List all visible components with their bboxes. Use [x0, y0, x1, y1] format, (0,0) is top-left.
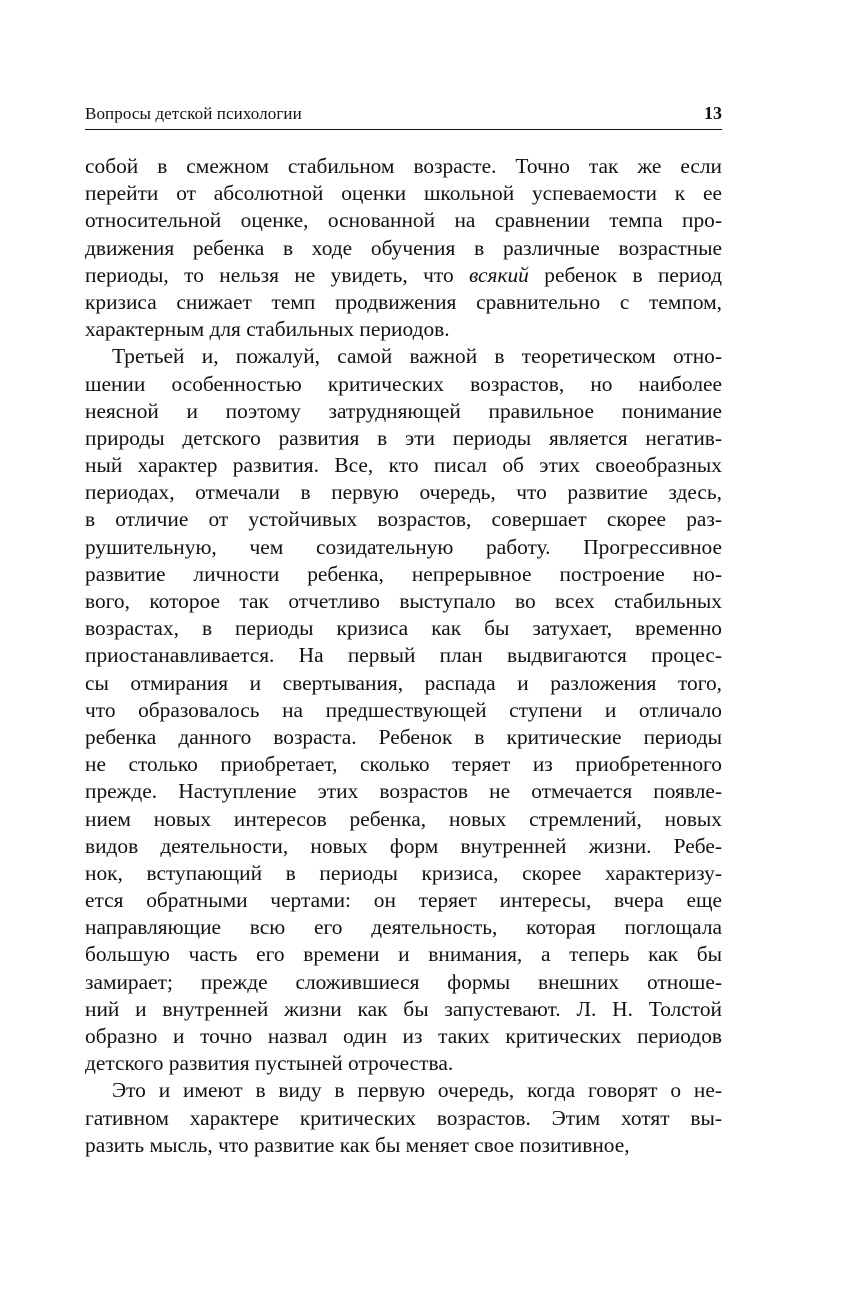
text-segment: неясной и поэтому затрудняющей правильное понимание: [85, 398, 722, 423]
text-segment: не столько приобретает, сколько теряет из приобретенного: [85, 752, 722, 777]
text-segment: большую часть его времени и внимания, а теперь как бы: [85, 942, 722, 967]
text-segment: собой в смежном стабильном возрасте. Точно так же если: [85, 154, 722, 178]
text-line: [85, 1132, 722, 1159]
text-segment: в отличие от устойчивых возрастов, совершает скорее раз-: [85, 507, 722, 532]
text-line: [85, 778, 722, 805]
text-line: [85, 1077, 722, 1104]
body-text: [85, 153, 722, 1159]
text-line: [85, 207, 722, 234]
page-number: 13: [704, 103, 722, 123]
text-segment: периодах, отмечали в первую очередь, что развитие здесь,: [85, 480, 722, 505]
text-line: [85, 398, 722, 425]
text-segment: нок, вступающий в периоды кризиса, скорее характеризу-: [85, 860, 722, 885]
text-line: [85, 343, 722, 370]
text-line: [85, 615, 722, 642]
text-segment: возрастах, в периоды кризиса как бы затухает, временно: [85, 616, 722, 641]
text-segment: образно и точно назвал один из таких критических периодов: [85, 1024, 722, 1048]
text-segment: природы детского развития в эти периоды является негатив-: [85, 425, 722, 450]
text-line: [85, 806, 722, 833]
text-line: [85, 316, 722, 343]
text-segment: рушительную, чем созидательную работу. Прогрессивное: [85, 534, 722, 559]
text-segment: видов деятельности, новых форм внутренней жизни. Ребе-: [85, 833, 722, 858]
text-line: [85, 751, 722, 778]
text-segment: ется обратными чертами: он теряет интересы, вчера еще: [85, 888, 722, 913]
text-segment: гативном характере критических возрастов. Этим хотят вы-: [85, 1105, 722, 1130]
text-segment: перейти от абсолютной оценки школьной успеваемости к ее: [85, 181, 722, 206]
text-segment: замирает; прежде сложившиеся формы внешних отноше-: [85, 969, 722, 994]
text-line: [85, 1023, 722, 1050]
text-segment: направляющие всю его деятельность, которая поглощала: [85, 915, 722, 940]
text-line: [85, 289, 722, 316]
text-line: [85, 914, 722, 941]
running-head: [85, 100, 722, 130]
text-segment: всякий: [469, 262, 529, 287]
text-segment: периоды, то нельзя не увидеть, что: [85, 262, 470, 287]
text-segment: развитие личности ребенка, непрерывное построение но-: [85, 561, 722, 586]
text-line: [85, 534, 722, 561]
text-line: [85, 642, 722, 669]
paragraph: [85, 343, 722, 1077]
text-segment: Третьей и, пожалуй, самой важной в теоретическом отно-: [112, 344, 722, 369]
text-segment: детского развития пустыней отрочества.: [85, 1051, 454, 1076]
text-segment: ний и внутренней жизни как бы запустевают. Л. Н. Толстой: [85, 996, 722, 1021]
text-segment: приостанавливается. На первый план выдвигаются процес-: [85, 643, 722, 668]
text-line: [85, 860, 722, 887]
text-segment: прежде. Наступление этих возрастов не отмечается появле-: [85, 779, 722, 804]
text-segment: относительной оценке, основанной на сравнении темпа про-: [85, 208, 722, 233]
text-segment: нием новых интересов ребенка, новых стремлений, новых: [85, 806, 722, 831]
text-segment: разить мысль, что развитие как бы меняет свое позитивное,: [85, 1132, 630, 1157]
text-segment: движения ребенка в ходе обучения в различные возрастные: [85, 235, 722, 260]
text-line: [85, 153, 722, 180]
text-segment: сы отмирания и свертывания, распада и разложения того,: [85, 670, 722, 695]
text-line: [85, 180, 722, 207]
text-line: [85, 724, 722, 751]
text-line: [85, 833, 722, 860]
text-segment: шении особенностью критических возрастов, но наиболее: [85, 371, 722, 396]
text-line: [85, 262, 722, 289]
text-segment: ребенка данного возраста. Ребенок в критические периоды: [85, 724, 722, 749]
text-line: [85, 969, 722, 996]
text-line: [85, 506, 722, 533]
text-line: [85, 235, 722, 262]
text-segment: ребенок в период: [528, 262, 722, 287]
running-title: Вопросы детской психологии: [85, 104, 302, 123]
text-segment: вого, которое так отчетливо выступало во всех стабильных: [85, 589, 722, 613]
text-line: [85, 996, 722, 1023]
paragraph: [85, 1077, 722, 1159]
text-line: [85, 697, 722, 724]
text-line: [85, 941, 722, 968]
text-line: [85, 670, 722, 697]
text-line: [85, 1050, 722, 1077]
text-line: [85, 588, 722, 615]
text-line: [85, 425, 722, 452]
text-segment: Это и имеют в виду в первую очередь, когда говорят о не-: [112, 1078, 722, 1103]
text-line: [85, 452, 722, 479]
text-line: [85, 887, 722, 914]
text-segment: ный характер развития. Все, кто писал об этих своеобразных: [85, 453, 722, 478]
text-line: [85, 479, 722, 506]
text-segment: кризиса снижает темп продвижения сравнительно с темпом,: [85, 289, 722, 314]
text-segment: что образовалось на предшествующей ступени и отличало: [85, 697, 722, 722]
text-line: [85, 371, 722, 398]
paragraph: [85, 153, 722, 343]
text-line: [85, 561, 722, 588]
text-line: [85, 1105, 722, 1132]
text-segment: характерным для стабильных периодов.: [85, 317, 450, 342]
